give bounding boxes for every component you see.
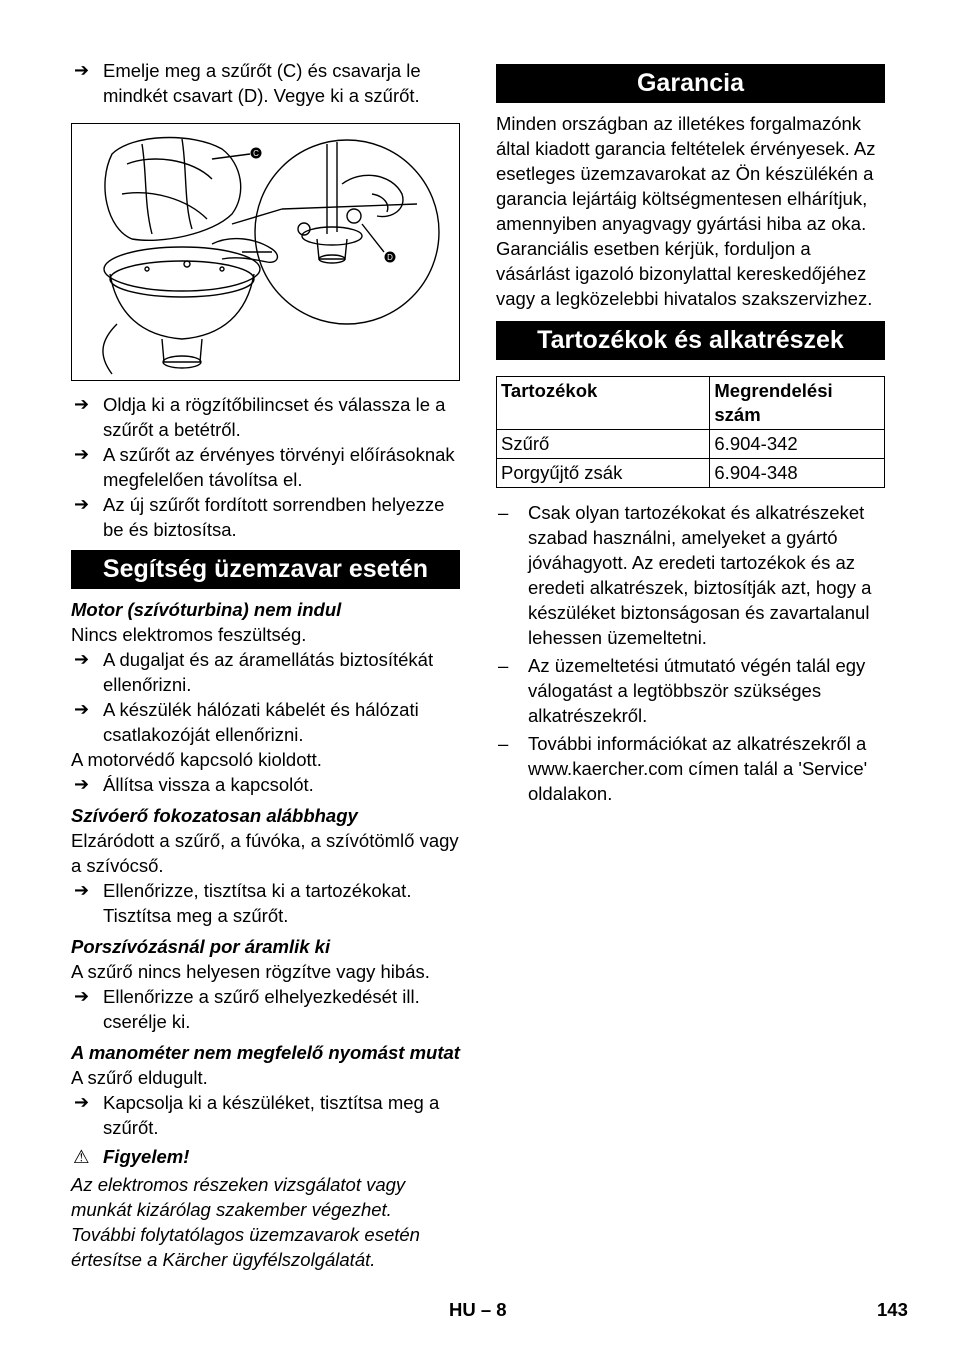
arrow-right-icon: ➔ bbox=[74, 444, 90, 464]
label-c: C bbox=[253, 149, 259, 158]
table-cell: Szűrő bbox=[497, 430, 710, 459]
warning-title bbox=[71, 1144, 460, 1169]
note-text: Csak olyan tartozékokat és alkatrészeket szabad használni, amelyeket a gyártó jóváhagyott. Az eredeti tartozékok és az eredeti alkatrészek, biztosítják azt, hogy a készüléket biztonságosan és zavartalanul lehessen üzemeltetni. bbox=[528, 502, 872, 648]
note-text: Az üzemeltetési útmutató végén talál egy válogatást a legtöbbször szükséges alkatrészekről. bbox=[528, 655, 866, 726]
fault-cause: Nincs elektromos feszültség. bbox=[71, 624, 307, 645]
note-item bbox=[496, 500, 885, 650]
dash-bullet: – bbox=[498, 733, 509, 754]
table-cell: Porgyűjtő zsák bbox=[497, 459, 710, 488]
step-text: Kapcsolja ki a készüléket, tisztítsa meg a szűrőt. bbox=[103, 1092, 440, 1138]
step-text: Ellenőrizze, tisztítsa ki a tartozékokat. Tisztítsa meg a szűrőt. bbox=[103, 880, 412, 926]
fault-title: Szívóerő fokozatosan alábbhagy bbox=[71, 805, 358, 826]
fault-cause: A motorvédő kapcsoló kioldott. bbox=[71, 749, 322, 770]
step-text: Állítsa vissza a kapcsolót. bbox=[103, 774, 314, 795]
warranty-heading: Garancia bbox=[496, 64, 885, 103]
table-header: Tartozékok bbox=[497, 377, 710, 430]
arrow-right-icon: ➔ bbox=[74, 880, 90, 900]
fault-title: Motor (szívóturbina) nem indul bbox=[71, 599, 342, 620]
table-header-row bbox=[497, 377, 885, 430]
step-text: Emelje meg a szűrőt (C) és csavarja le mindkét csavart (D). Vegye ki a szűrőt. bbox=[103, 60, 421, 106]
arrow-right-icon: ➔ bbox=[74, 1092, 90, 1112]
table-row bbox=[497, 430, 885, 459]
table-row bbox=[497, 459, 885, 488]
step-text: A szűrőt az érvényes törvényi előírásoknak megfelelően távolítsa el. bbox=[103, 444, 455, 490]
fault-cause: A szűrő nincs helyesen rögzítve vagy hibás. bbox=[71, 961, 430, 982]
label-d: D bbox=[387, 253, 393, 262]
warning-text: Az elektromos részeken vizsgálatot vagy munkát kizárólag szakember végezhet. További folytatólagos üzemzavarok esetén értesítse a Kärcher ügyfélszolgálatát. bbox=[71, 1174, 420, 1270]
warranty-text: Minden országban az illetékes forgalmazónk által kiadott garancia feltételek érvényesek. Az esetleges üzemzavarokat az Ön készülékén a garancia lejártáig költségmentesen elhárítjuk, amennyiben anyagvagy gyártási hiba az oka. Garanciális esetben kérjük, forduljon a vásárlást igazoló bizonylattal kereskedőjéhez vagy a legközelebbi hivatalos szakszervizhez. bbox=[496, 113, 876, 309]
warning-triangle-icon: ⚠ bbox=[73, 1146, 90, 1167]
troubleshooting-heading: Segítség üzemzavar esetén bbox=[71, 550, 460, 589]
accessories-table bbox=[496, 376, 885, 488]
step-text: A készülék hálózati kábelét és hálózati csatlakozóját ellenőrizni. bbox=[103, 699, 419, 745]
step-text: Ellenőrizze a szűrő elhelyezkedését ill. cserélje ki. bbox=[103, 986, 420, 1032]
table-cell: 6.904-342 bbox=[710, 430, 885, 459]
step-item bbox=[71, 878, 460, 928]
arrow-right-icon: ➔ bbox=[74, 774, 90, 794]
dash-bullet: – bbox=[498, 655, 509, 676]
note-text: További információkat az alkatrészekről a www.kaercher.com címen talál a 'Service' oldalakon. bbox=[528, 733, 868, 804]
table-header: Megrendelési szám bbox=[710, 377, 885, 430]
note-item bbox=[496, 731, 885, 806]
step-item bbox=[71, 1090, 460, 1140]
step-item bbox=[71, 442, 460, 492]
dash-bullet: – bbox=[498, 502, 509, 523]
footer-page-number: 143 bbox=[877, 1299, 908, 1320]
fault-cause: Elzáródott a szűrő, a fúvóka, a szívótömlő vagy a szívócső. bbox=[71, 830, 459, 876]
fault-title: Porszívózásnál por áramlik ki bbox=[71, 936, 331, 957]
step-item bbox=[71, 697, 460, 747]
warning-title-text: Figyelem! bbox=[103, 1146, 190, 1167]
footer-language-page: HU – 8 bbox=[449, 1299, 507, 1320]
step-item bbox=[71, 772, 460, 797]
step-text: Oldja ki a rögzítőbilincset és válassza le a szűrőt a betétről. bbox=[103, 394, 446, 440]
accessories-heading: Tartozékok és alkatrészek bbox=[496, 321, 885, 360]
arrow-right-icon: ➔ bbox=[74, 494, 90, 514]
step-item bbox=[71, 392, 460, 442]
left-column bbox=[71, 58, 460, 1272]
fault-title: A manométer nem megfelelő nyomást mutat bbox=[71, 1042, 460, 1063]
note-item bbox=[496, 653, 885, 728]
table-cell: 6.904-348 bbox=[710, 459, 885, 488]
arrow-right-icon: ➔ bbox=[74, 986, 90, 1006]
filter-removal-illustration bbox=[71, 123, 460, 381]
filter-illustration-svg bbox=[72, 124, 445, 380]
right-column bbox=[496, 58, 885, 809]
step-text: Az új szűrőt fordított sorrendben helyezze be és biztosítsa. bbox=[103, 494, 445, 540]
step-item bbox=[71, 984, 460, 1034]
step-text: A dugaljat és az áramellátás biztosítékát ellenőrizni. bbox=[103, 649, 434, 695]
step-item bbox=[71, 647, 460, 697]
step-item bbox=[71, 492, 460, 542]
arrow-right-icon: ➔ bbox=[74, 649, 90, 669]
step-item bbox=[71, 58, 460, 108]
arrow-right-icon: ➔ bbox=[74, 699, 90, 719]
arrow-right-icon: ➔ bbox=[74, 60, 90, 80]
arrow-right-icon: ➔ bbox=[74, 394, 90, 414]
fault-cause: A szűrő eldugult. bbox=[71, 1067, 208, 1088]
